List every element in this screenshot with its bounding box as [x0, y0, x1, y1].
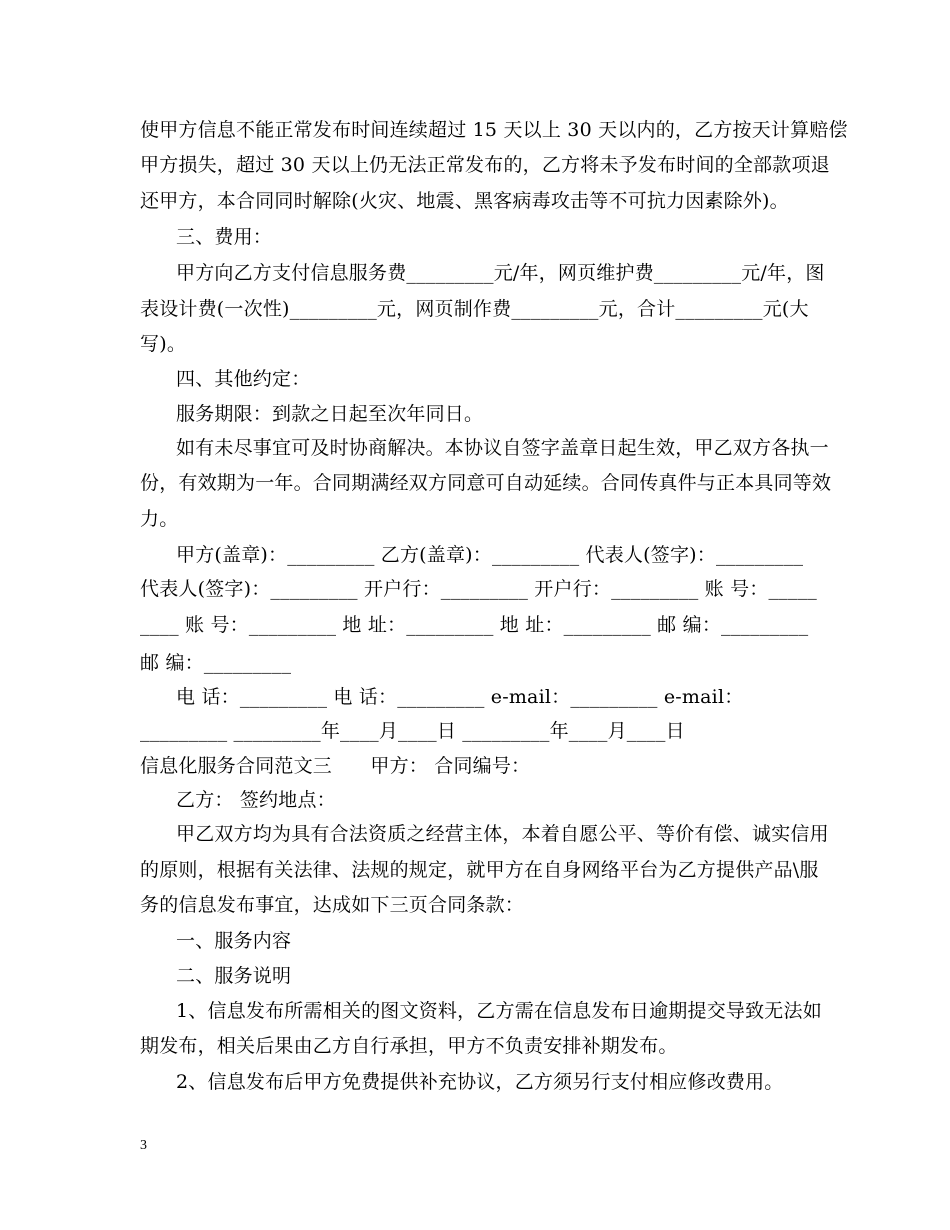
signature-line: 电 话：_________ 电 话：_________ e-mail：_________ e-mail：	[176, 686, 744, 708]
text-line: 甲乙双方均为具有合法资质之经营主体，本着自愿公平、等价有偿、诚实信用	[176, 823, 829, 845]
text-line: 如有未尽事宜可及时协商解决。本协议自签字盖章日起生效，甲乙双方各执一	[176, 437, 829, 459]
date-line: _________ _________年____月____日 _________年____月____日	[140, 720, 685, 742]
section-heading-service-content: 一、服务内容	[176, 930, 292, 952]
text-line: 甲方向乙方支付信息服务费_________元/年，网页维护费_________元/年，图	[176, 262, 825, 284]
text-line: 的原则，根据有关法律、法规的规定，就甲方在自身网络平台为乙方提供产品\服	[140, 859, 819, 881]
section-heading-service-description: 二、服务说明	[176, 965, 292, 987]
text-line: 乙方： 签约地点：	[176, 789, 336, 811]
text-line: 务的信息发布事宜，达成如下三页合同条款：	[140, 894, 525, 916]
text-line: 2、信息发布后甲方免费提供补充协议，乙方须另行支付相应修改费用。	[176, 1071, 784, 1093]
section-heading-fees: 三、费用：	[176, 226, 273, 248]
text-line: 写)。	[140, 333, 187, 355]
signature-line: ____ 账 号：_________ 地 址：_________ 地 址：_________ 邮 编：_________	[140, 614, 809, 636]
text-line: 甲方损失，超过 30 天以上仍无法正常发布的，乙方将未予发布时间的全部款项退	[140, 154, 830, 176]
text-line: 期发布，相关后果由乙方自行承担，甲方不负责安排补期发布。	[140, 1035, 678, 1057]
signature-line: 邮 编：_________	[140, 652, 292, 674]
text-line: 服务期限：到款之日起至次年同日。	[176, 403, 484, 425]
signature-line: 甲方(盖章)：_________ 乙方(盖章)：_________ 代表人(签字)：_________	[176, 544, 804, 566]
text-line: 力。	[140, 508, 179, 530]
text-line: 1、信息发布所需相关的图文资料，乙方需在信息发布日逾期提交导致无法如	[176, 1000, 822, 1022]
contract-title-line: 信息化服务合同范文三 甲方： 合同编号：	[140, 755, 531, 777]
signature-line: 代表人(签字)：_________ 开户行：_________ 开户行：_________ 账 号：_____	[140, 578, 817, 600]
text-line: 使甲方信息不能正常发布时间连续超过 15 天以上 30 天以内的，乙方按天计算赔偿	[140, 119, 848, 141]
text-line: 份，有效期为一年。合同期满经双方同意可自动延续。合同传真件与正本具同等效	[140, 472, 832, 494]
text-line: 还甲方，本合同同时解除(火灾、地震、黑客病毒攻击等不可抗力因素除外)。	[140, 190, 789, 212]
section-heading-other: 四、其他约定：	[176, 368, 311, 390]
page-number: 3	[140, 1138, 147, 1153]
text-line: 表设计费(一次性)_________元，网页制作费_________元，合计_________元(大	[140, 298, 809, 320]
